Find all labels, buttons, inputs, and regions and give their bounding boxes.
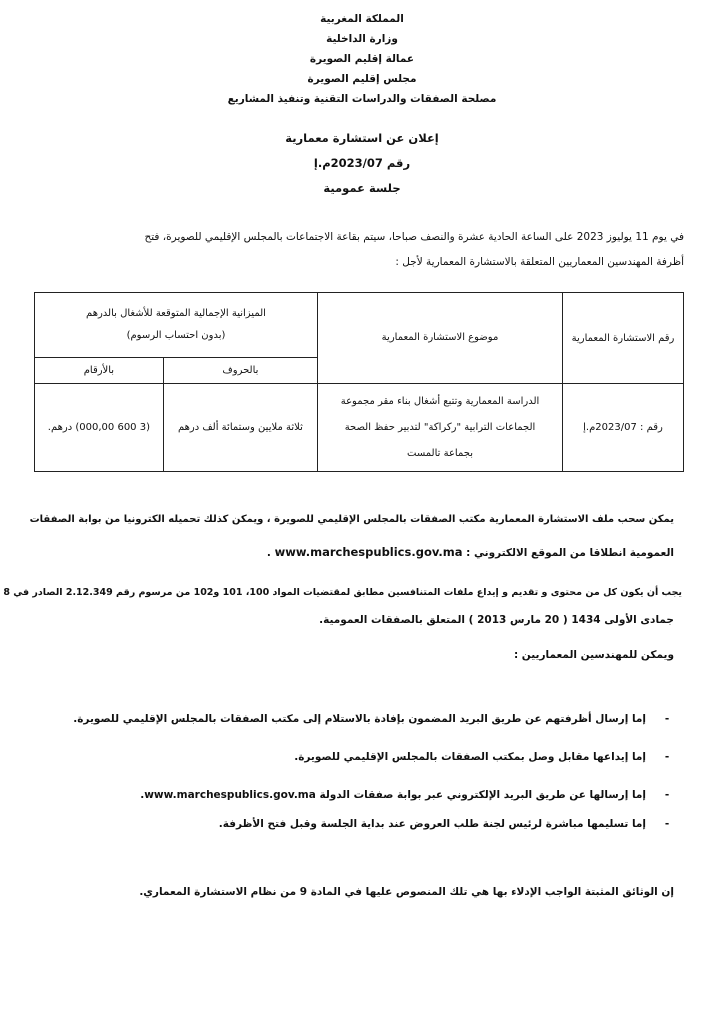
download-line-2-text: العمومية انطلاقا من الموقع الالكتروني :: [466, 547, 674, 559]
bullet-text: إما إرسال أظرفتهم عن طريق البريد المضمون بإفادة بالاستلام إلى مكتب الصفقات بالمجلس الإقليمي للصويرة.: [73, 713, 646, 725]
architects-may-label: ويمكن للمهندسين المعماريين :: [513, 649, 674, 661]
row-amount-digits: (3 600 000,00) درهم.: [35, 384, 164, 472]
header-kingdom: المملكة المغربية: [320, 13, 404, 25]
bullet-dash: -: [664, 789, 670, 801]
notice-number: رقم 2023/07م.إ: [313, 156, 411, 170]
list-item: [73, 712, 674, 727]
row-subject-line-3: بجماعة تالمست: [407, 447, 473, 459]
row-number: رقم : 2023/07م.إ: [563, 384, 684, 472]
row-amount-letters: ثلاثة ملايين وستمائة ألف درهم: [163, 384, 317, 472]
header-ministry: وزارة الداخلية: [326, 33, 398, 45]
row-subject: [318, 384, 563, 472]
row-subject-line-1: الدراسة المعمارية وتتبع أشغال بناء مقر مجموعة: [340, 395, 540, 407]
content-line-1: يجب أن يكون كل من محتوى و تقديم و إيداع ملفات المتنافسين مطابق لمقتضيات المواد 100، 101 و102 من مرسوم رقم 2.12.349 الصادر في 8: [3, 587, 682, 598]
list-item: [219, 817, 674, 832]
bullet-text: إما إيداعها مقابل وصل بمكتب الصفقات بالمجلس الإقليمي للصويرة.: [294, 751, 646, 763]
row-subject-line-2: الجماعات الترابية "ركراكة" لتدبير حفظ الصحة: [344, 421, 536, 433]
marchespublics-link[interactable]: www.marchespublics.gov.ma: [274, 545, 463, 559]
intro-line-1: في يوم 11 يوليوز 2023 على الساعة الحادية عشرة والنصف صباحا، سيتم بقاعة الاجتماعات بالمجلس الإقليمي للصويرة، فتح: [144, 231, 684, 243]
table-header-letters: بالحروف: [163, 358, 317, 384]
notice-session: جلسة عمومية: [323, 181, 401, 195]
download-line-2-end: .: [266, 547, 271, 559]
table-header-budget: [35, 293, 318, 358]
bullet-dash: -: [664, 713, 670, 725]
header-council: مجلس إقليم الصويرة: [307, 73, 417, 85]
list-item: [294, 750, 674, 765]
table-header-digits: بالأرقام: [35, 358, 164, 384]
intro-line-2: أظرفة المهندسين المعماريين المتعلقة بالاستشارة المعمارية لأجل :: [395, 256, 684, 268]
table-header-number: رقم الاستشارة المعمارية: [563, 293, 684, 384]
consultation-table: [34, 292, 684, 472]
download-line-1: يمكن سحب ملف الاستشارة المعمارية مكتب الصفقات بالمجلس الإقليمي للصويرة ، ويمكن كذلك تحميله الكترونيا من بوابة الصفقات: [29, 514, 674, 525]
notice-title: إعلان عن استشارة معمارية: [285, 131, 439, 145]
footer-note: إن الوثائق المثبتة الواجب الإدلاء بها هي تلك المنصوص عليها في المادة 9 من نظام الاستشارة المعماري.: [139, 886, 674, 898]
bullet-text: إما تسليمها مباشرة لرئيس لجنة طلب العروض عند بداية الجلسة وقبل فتح الأظرفة.: [218, 818, 646, 830]
bullet-dash: -: [664, 818, 670, 830]
table-header-subject: موضوع الاستشارة المعمارية: [318, 293, 563, 384]
bullet-text: إما إرسالها عن طريق البريد الإلكتروني عبر بوابة صفقات الدولة www.marchespublics.gov.ma.: [140, 789, 646, 801]
budget-header-line-1: الميزانية الإجمالية المتوقعة للأشغال بالدرهم: [86, 308, 266, 319]
download-line-2: [267, 545, 674, 561]
header-prefecture: عمالة إقليم الصويرة: [309, 53, 415, 65]
list-item: [140, 788, 674, 803]
header-service: مصلحة الصفقات والدراسات التقنية وتنفيذ المشاريع: [227, 93, 497, 105]
table-row: [35, 384, 684, 472]
bullet-dash: -: [664, 751, 670, 763]
budget-header-line-2: (بدون احتساب الرسوم): [126, 330, 226, 341]
content-line-2: جمادى الأولى 1434 ( 20 مارس 2013 ) المتعلق بالصفقات العمومية.: [319, 614, 674, 626]
